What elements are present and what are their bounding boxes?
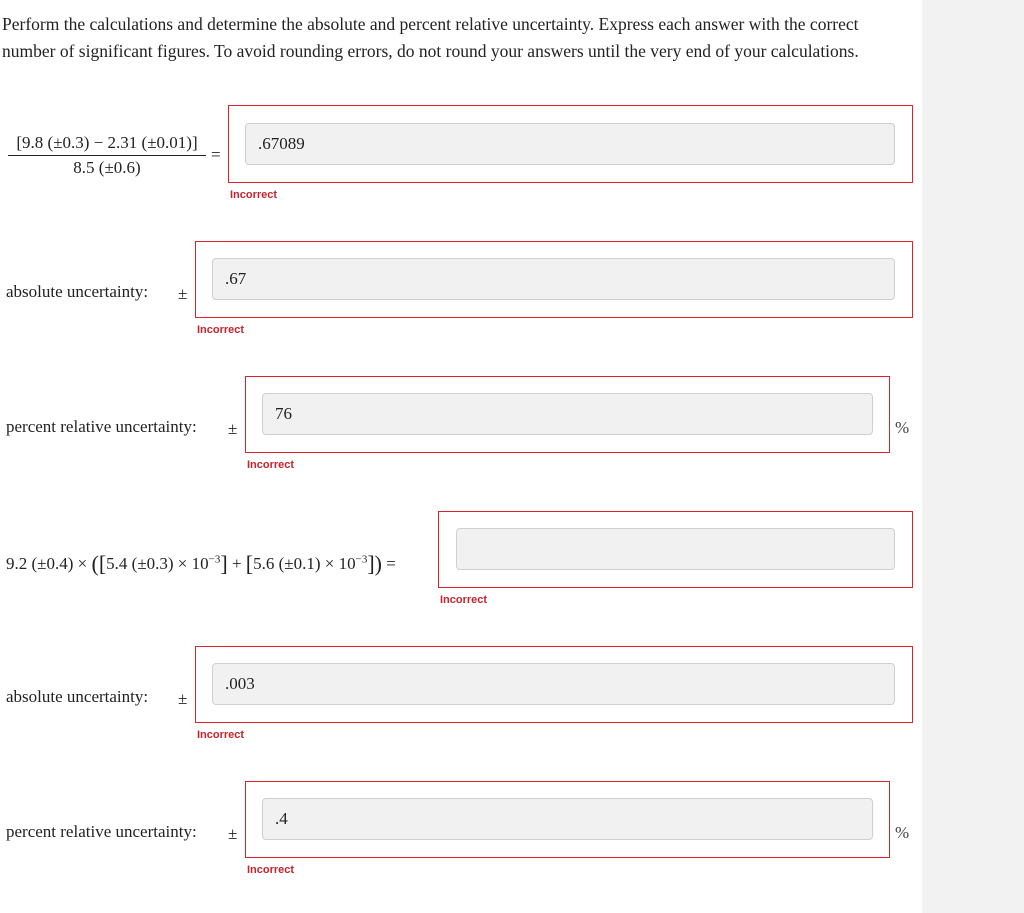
right-side-panel xyxy=(922,0,1024,913)
problem2-percent-input[interactable] xyxy=(262,798,873,840)
instructions-text: Perform the calculations and determine the absolute and percent relative uncertainty. Express each answer with the correct number of significant figures. To avoid rounding errors, do not round your answers until the very end of your calculations. xyxy=(2,14,859,61)
problem1-absolute-pm: ± xyxy=(178,284,188,303)
problem2-absolute-status: Incorrect xyxy=(197,729,245,741)
problem1-percent-status: Incorrect xyxy=(247,459,295,471)
problem1-equals: = xyxy=(211,145,221,164)
problem2-percent-unit: % xyxy=(895,823,910,842)
problem1-absolute-input[interactable] xyxy=(212,258,895,300)
problem1-fraction xyxy=(8,133,206,178)
problem2-expression xyxy=(6,551,396,577)
problem1-absolute-status: Incorrect xyxy=(197,324,245,336)
problem1-percent-pm: ± xyxy=(228,419,238,438)
problem1-percent-input[interactable] xyxy=(262,393,873,435)
problem2-exponent-1: −3 xyxy=(208,553,221,566)
problem2-close-bracket-1: ] xyxy=(220,551,228,576)
problem1-numerator: [9.8 (±0.3) − 2.31 (±0.01)] xyxy=(8,133,206,156)
problem2-open-bracket-1: [ xyxy=(98,551,107,576)
problem2-close-paren: ) xyxy=(374,551,382,576)
problem2-open-paren: ( xyxy=(91,551,99,576)
problem2-percent-label: percent relative uncertainty: xyxy=(6,822,197,841)
problem2-equals: = xyxy=(382,554,396,573)
problem1-denominator: 8.5 (±0.6) xyxy=(73,158,141,177)
problem2-close-bracket-2: ] xyxy=(367,551,375,576)
problem2-absolute-label: absolute uncertainty: xyxy=(6,687,149,706)
problem2-exponent-2: −3 xyxy=(355,553,368,566)
problem1-percent-label: percent relative uncertainty: xyxy=(6,417,197,436)
problem2-result-input[interactable] xyxy=(456,528,895,570)
problem2-open-bracket-2: [ xyxy=(245,551,254,576)
problem2-term-b: 5.4 (±0.3) × 10 xyxy=(106,554,209,573)
problem2-percent-status: Incorrect xyxy=(247,864,295,876)
problem2-plus: + xyxy=(227,554,246,573)
problem1-result-status: Incorrect xyxy=(230,189,278,201)
problem2-term-c: 5.6 (±0.1) × 10 xyxy=(253,554,356,573)
problem2-percent-pm: ± xyxy=(228,824,238,843)
problem2-absolute-input[interactable] xyxy=(212,663,895,705)
problem1-result-input[interactable] xyxy=(245,123,895,165)
problem2-result-status: Incorrect xyxy=(440,594,488,606)
problem1-percent-unit: % xyxy=(895,418,910,437)
problem1-absolute-label: absolute uncertainty: xyxy=(6,282,149,301)
problem2-term-a: 9.2 (±0.4) × xyxy=(6,554,92,573)
problem2-absolute-pm: ± xyxy=(178,689,188,708)
